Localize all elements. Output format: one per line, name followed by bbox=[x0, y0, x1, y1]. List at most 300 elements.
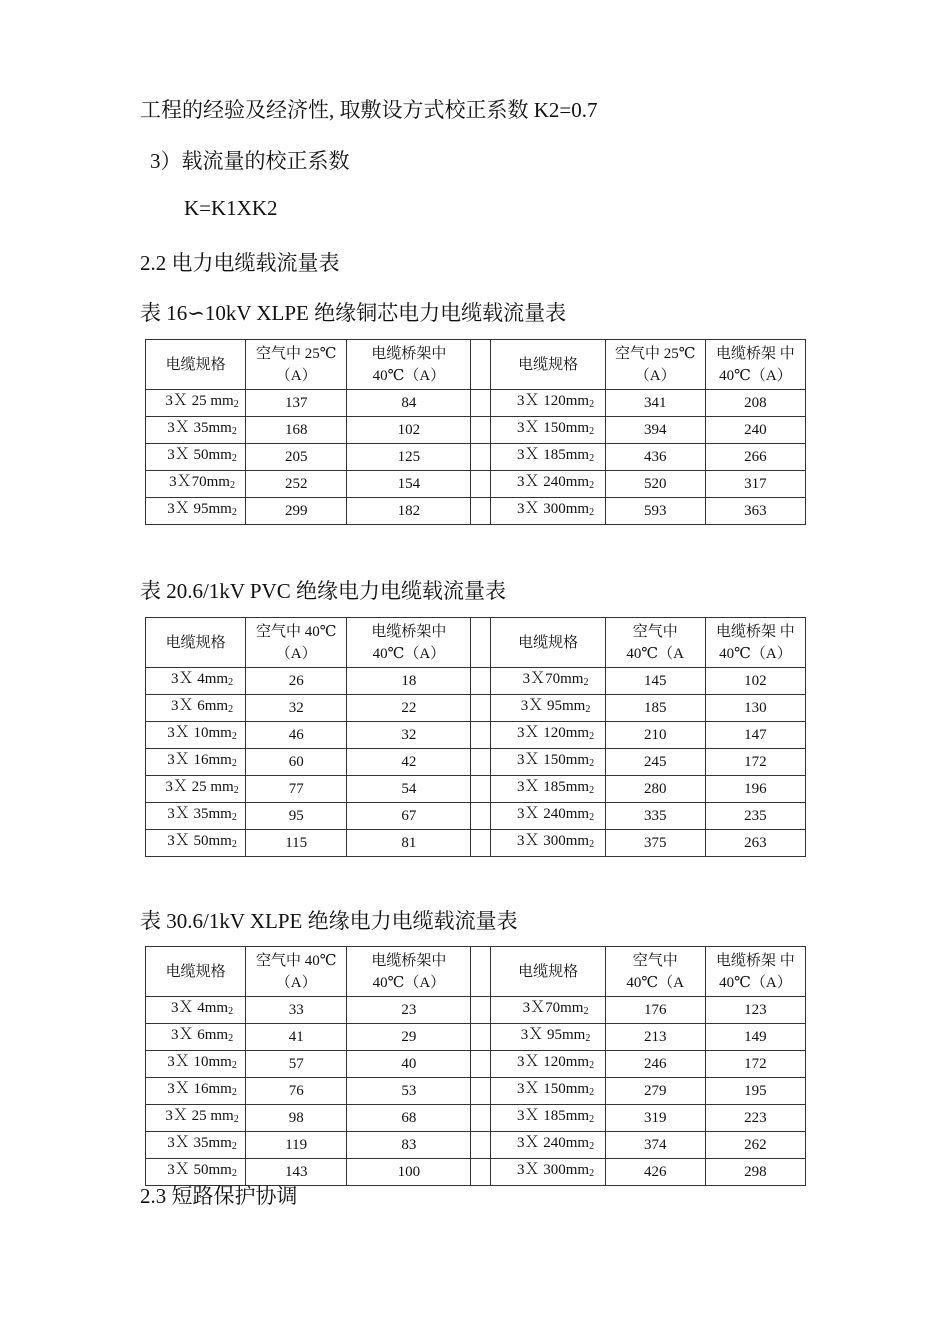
cell-air-ampacity-right-text: 246 bbox=[643, 1056, 667, 1072]
cell-air-ampacity-right bbox=[605, 1105, 705, 1132]
cable-ampacity-table-3 bbox=[145, 946, 806, 1186]
cell-air-ampacity-right bbox=[605, 417, 705, 444]
header-air-line-2: （A） bbox=[275, 645, 317, 662]
separator-cell bbox=[471, 803, 491, 830]
separator-cell bbox=[471, 1051, 491, 1078]
cell-air-ampacity-right-text: 520 bbox=[643, 476, 667, 492]
cell-spec-right bbox=[491, 1132, 605, 1159]
header-spec-right-text: 电缆规格 bbox=[518, 963, 579, 980]
cell-spec-right-text: 3Ｘ 185mm bbox=[517, 447, 590, 463]
header-air-line-1: 空气中 40℃ bbox=[255, 623, 337, 640]
cell-air-ampacity bbox=[246, 1078, 347, 1105]
cell-tray-ampacity bbox=[347, 803, 471, 830]
cell-tray-ampacity-right-text: 363 bbox=[744, 503, 767, 519]
cell-spec bbox=[146, 1105, 246, 1132]
cell-spec-right-text: 3Ｘ70mm bbox=[522, 1000, 584, 1016]
header-spec-text: 电缆规格 bbox=[165, 356, 226, 373]
cell-tray-ampacity-right-text: 235 bbox=[744, 808, 767, 824]
cell-tray-ampacity-text: 102 bbox=[397, 422, 421, 438]
cell-tray-ampacity bbox=[347, 830, 471, 857]
cell-spec-text: 3Ｘ 50mm bbox=[167, 833, 232, 849]
cell-air-ampacity-text: 41 bbox=[288, 1029, 304, 1045]
cell-spec-right-unit-superscript: 2 bbox=[583, 677, 589, 688]
cable-ampacity-table-2 bbox=[145, 617, 806, 857]
cell-air-ampacity-right-text: 280 bbox=[643, 781, 667, 797]
cell-air-ampacity-text: 26 bbox=[288, 673, 304, 689]
cell-spec-right-text: 3Ｘ 300mm bbox=[517, 1162, 590, 1178]
table-row bbox=[146, 417, 806, 444]
cell-spec-right-unit-superscript: 2 bbox=[589, 480, 595, 491]
separator-cell bbox=[471, 1105, 491, 1132]
cell-spec-unit-superscript: 2 bbox=[231, 453, 237, 464]
cell-spec-text: 3Ｘ 35mm bbox=[167, 806, 232, 822]
cell-air-ampacity-right bbox=[605, 668, 705, 695]
cell-spec-right-text: 3Ｘ 150mm bbox=[517, 420, 590, 436]
cell-tray-ampacity bbox=[347, 471, 471, 498]
header-tray-line-2: 40℃（A） bbox=[372, 367, 446, 384]
header-tray-right bbox=[705, 947, 805, 997]
table-row bbox=[146, 498, 806, 525]
cell-air-ampacity bbox=[246, 776, 347, 803]
cell-spec bbox=[146, 1024, 246, 1051]
cell-spec-right bbox=[491, 668, 605, 695]
cell-tray-ampacity-text: 42 bbox=[401, 754, 417, 770]
cell-air-ampacity-text: 46 bbox=[288, 727, 304, 743]
cell-spec-right-text: 3Ｘ 240mm bbox=[517, 1135, 590, 1151]
cell-spec bbox=[146, 749, 246, 776]
cell-tray-ampacity-text: 18 bbox=[401, 673, 417, 689]
cell-tray-ampacity-right-text: 195 bbox=[744, 1083, 767, 1099]
cell-air-ampacity-right-text: 593 bbox=[643, 503, 667, 519]
cell-spec-right bbox=[491, 444, 605, 471]
cell-spec-right bbox=[491, 803, 605, 830]
cell-air-ampacity bbox=[246, 668, 347, 695]
cell-spec-right-text: 3Ｘ 120mm bbox=[517, 725, 590, 741]
header-tray-line-2: 40℃（A） bbox=[372, 645, 446, 662]
separator-cell bbox=[471, 695, 491, 722]
cell-air-ampacity bbox=[246, 1105, 347, 1132]
header-tray-right-line-2: 40℃（A） bbox=[719, 367, 792, 384]
cell-tray-ampacity-text: 32 bbox=[401, 727, 417, 743]
header-air bbox=[246, 618, 347, 668]
header-air-line-2: （A） bbox=[275, 367, 317, 384]
cell-air-ampacity-right bbox=[605, 390, 705, 417]
table-row bbox=[146, 1105, 806, 1132]
header-air-right-line-1: 空气中 bbox=[632, 952, 678, 969]
cell-spec-right bbox=[491, 1024, 605, 1051]
cell-tray-ampacity bbox=[347, 390, 471, 417]
cell-air-ampacity bbox=[246, 471, 347, 498]
header-tray-right-line-2: 40℃（A） bbox=[719, 645, 792, 662]
separator-cell bbox=[471, 340, 491, 390]
cell-tray-ampacity-right bbox=[705, 498, 805, 525]
table-header-row bbox=[146, 340, 806, 390]
cell-spec-unit-superscript: 2 bbox=[231, 426, 237, 437]
header-spec bbox=[146, 618, 246, 668]
separator-cell bbox=[471, 722, 491, 749]
cell-air-ampacity-right bbox=[605, 830, 705, 857]
cell-spec-right-unit-superscript: 2 bbox=[589, 785, 595, 796]
cell-spec bbox=[146, 498, 246, 525]
body-text-line-1: 工程的经验及经济性, 取敷设方式校正系数 K2=0.7 bbox=[140, 98, 598, 122]
cell-air-ampacity-text: 168 bbox=[284, 422, 308, 438]
table-row bbox=[146, 830, 806, 857]
cell-tray-ampacity-right bbox=[705, 803, 805, 830]
cell-air-ampacity-right-text: 210 bbox=[643, 727, 667, 743]
table-row bbox=[146, 1078, 806, 1105]
cell-spec bbox=[146, 390, 246, 417]
cell-spec-right-text: 3Ｘ 120mm bbox=[517, 1054, 590, 1070]
cell-air-ampacity-text: 33 bbox=[288, 1002, 304, 1018]
table-row bbox=[146, 668, 806, 695]
cell-tray-ampacity bbox=[347, 1078, 471, 1105]
header-tray-right bbox=[705, 340, 805, 390]
cell-air-ampacity-right bbox=[605, 1159, 705, 1186]
cell-spec-text: 3Ｘ 50mm bbox=[167, 1162, 232, 1178]
cell-air-ampacity bbox=[246, 1024, 347, 1051]
header-spec bbox=[146, 947, 246, 997]
cell-tray-ampacity-right bbox=[705, 695, 805, 722]
cell-air-ampacity-right bbox=[605, 722, 705, 749]
formula-line: K=K1XK2 bbox=[184, 196, 278, 220]
cell-spec-right-unit-superscript: 2 bbox=[589, 839, 595, 850]
header-spec-right bbox=[491, 340, 605, 390]
cell-spec-right bbox=[491, 1105, 605, 1132]
cell-tray-ampacity-right-text: 172 bbox=[744, 1056, 767, 1072]
cell-air-ampacity bbox=[246, 722, 347, 749]
header-air-right-line-1: 空气中 25℃ bbox=[614, 345, 696, 362]
cell-spec-right bbox=[491, 471, 605, 498]
cell-tray-ampacity-right bbox=[705, 390, 805, 417]
cell-spec-unit-superscript: 2 bbox=[231, 1060, 237, 1071]
header-tray bbox=[347, 947, 471, 997]
cell-tray-ampacity-right bbox=[705, 722, 805, 749]
cell-tray-ampacity-right bbox=[705, 1132, 805, 1159]
cell-air-ampacity-right bbox=[605, 1051, 705, 1078]
header-tray-right-line-2: 40℃（A） bbox=[719, 974, 792, 991]
cell-spec-right-unit-superscript: 2 bbox=[589, 1168, 595, 1179]
cell-spec-right bbox=[491, 749, 605, 776]
cell-spec-text: 3Ｘ 4mm bbox=[171, 1000, 229, 1016]
cell-air-ampacity-right-text: 335 bbox=[643, 808, 667, 824]
cell-spec-right-unit-superscript: 2 bbox=[589, 812, 595, 823]
cell-spec-text: 3Ｘ 35mm bbox=[167, 420, 232, 436]
cell-spec-text: 3Ｘ 25 mm bbox=[165, 1108, 234, 1124]
table-3-title: 表 30.6/1kV XLPE 绝缘电力电缆载流量表 bbox=[140, 909, 518, 933]
cell-tray-ampacity-right-text: 262 bbox=[744, 1137, 767, 1153]
cell-spec-text: 3Ｘ 16mm bbox=[167, 752, 232, 768]
cell-tray-ampacity bbox=[347, 1132, 471, 1159]
cell-air-ampacity-text: 32 bbox=[288, 700, 304, 716]
header-tray-line-2: 40℃（A） bbox=[372, 974, 446, 991]
cell-spec bbox=[146, 1078, 246, 1105]
cell-air-ampacity-right-text: 394 bbox=[643, 422, 667, 438]
header-air-right bbox=[605, 618, 705, 668]
cell-spec-right-text: 3Ｘ 240mm bbox=[517, 474, 590, 490]
cell-tray-ampacity-text: 182 bbox=[397, 503, 421, 519]
cell-air-ampacity bbox=[246, 695, 347, 722]
cell-tray-ampacity-right bbox=[705, 471, 805, 498]
cell-spec bbox=[146, 830, 246, 857]
cell-tray-ampacity-right-text: 266 bbox=[744, 449, 767, 465]
cell-tray-ampacity-right-text: 123 bbox=[744, 1002, 767, 1018]
table-row bbox=[146, 997, 806, 1024]
cell-air-ampacity-text: 95 bbox=[288, 808, 304, 824]
cell-spec-right-unit-superscript: 2 bbox=[585, 1033, 591, 1044]
cell-spec-text: 3Ｘ 6mm bbox=[171, 698, 229, 714]
cell-tray-ampacity bbox=[347, 776, 471, 803]
cell-spec bbox=[146, 417, 246, 444]
separator-cell bbox=[471, 668, 491, 695]
separator-cell bbox=[471, 471, 491, 498]
cell-spec-right-unit-superscript: 2 bbox=[589, 453, 595, 464]
cell-spec-right-text: 3Ｘ 185mm bbox=[517, 1108, 590, 1124]
cell-air-ampacity-right-text: 245 bbox=[643, 754, 667, 770]
cell-spec-right-text: 3Ｘ 95mm bbox=[520, 1027, 586, 1043]
header-air-line-1: 空气中 40℃ bbox=[255, 952, 337, 969]
header-tray-right-line-1: 电缆桥架 中 bbox=[716, 623, 795, 640]
cell-air-ampacity-right-text: 185 bbox=[643, 700, 667, 716]
header-air-right-line-2: 40℃（A bbox=[626, 974, 685, 991]
header-spec-text: 电缆规格 bbox=[165, 963, 226, 980]
separator-cell bbox=[471, 830, 491, 857]
cell-air-ampacity-right bbox=[605, 498, 705, 525]
cell-spec-right-unit-superscript: 2 bbox=[589, 1087, 595, 1098]
cell-spec-text: 3Ｘ 10mm bbox=[167, 725, 232, 741]
table-row bbox=[146, 1132, 806, 1159]
cell-spec-text: 3Ｘ70mm bbox=[169, 474, 230, 490]
header-spec-right bbox=[491, 947, 605, 997]
table-1-title: 表 16∽10kV XLPE 绝缘铜芯电力电缆载流量表 bbox=[140, 301, 567, 325]
separator-cell bbox=[471, 1132, 491, 1159]
cell-spec-unit-superscript: 2 bbox=[231, 507, 237, 518]
cell-air-ampacity-right bbox=[605, 803, 705, 830]
cell-tray-ampacity bbox=[347, 749, 471, 776]
cell-air-ampacity-text: 98 bbox=[288, 1110, 304, 1126]
cell-air-ampacity-right bbox=[605, 1132, 705, 1159]
cell-spec-right-unit-superscript: 2 bbox=[585, 704, 591, 715]
cell-tray-ampacity-right-text: 147 bbox=[744, 727, 767, 743]
cell-spec-right bbox=[491, 1159, 605, 1186]
cell-air-ampacity bbox=[246, 997, 347, 1024]
cell-spec-unit-superscript: 2 bbox=[233, 785, 239, 796]
header-air-right-line-2: 40℃（A bbox=[626, 645, 685, 662]
cell-spec-right-text: 3Ｘ 300mm bbox=[517, 501, 590, 517]
cell-tray-ampacity-text: 67 bbox=[401, 808, 417, 824]
cell-tray-ampacity-text: 154 bbox=[397, 476, 421, 492]
cell-spec-right bbox=[491, 776, 605, 803]
cell-tray-ampacity-right bbox=[705, 997, 805, 1024]
table-row bbox=[146, 722, 806, 749]
cell-spec-unit-superscript: 2 bbox=[231, 839, 237, 850]
cell-tray-ampacity-right bbox=[705, 1105, 805, 1132]
cell-tray-ampacity bbox=[347, 722, 471, 749]
cell-tray-ampacity-right-text: 298 bbox=[744, 1164, 767, 1180]
header-spec-text: 电缆规格 bbox=[165, 634, 226, 651]
cell-spec-right-unit-superscript: 2 bbox=[589, 1060, 595, 1071]
cell-tray-ampacity-right bbox=[705, 444, 805, 471]
cell-tray-ampacity-right bbox=[705, 417, 805, 444]
cable-ampacity-table-1 bbox=[145, 339, 806, 525]
cell-air-ampacity bbox=[246, 830, 347, 857]
separator-cell bbox=[471, 498, 491, 525]
cell-tray-ampacity-right-text: 240 bbox=[744, 422, 767, 438]
cell-spec-right bbox=[491, 722, 605, 749]
cell-air-ampacity-text: 119 bbox=[285, 1137, 308, 1153]
cell-tray-ampacity-right bbox=[705, 830, 805, 857]
cell-tray-ampacity bbox=[347, 1024, 471, 1051]
cell-spec bbox=[146, 803, 246, 830]
header-spec-right-text: 电缆规格 bbox=[518, 634, 579, 651]
cell-tray-ampacity bbox=[347, 1159, 471, 1186]
cell-spec-unit-superscript: 2 bbox=[231, 1087, 237, 1098]
table-row bbox=[146, 1024, 806, 1051]
cell-air-ampacity-text: 143 bbox=[284, 1164, 308, 1180]
cell-tray-ampacity-text: 40 bbox=[401, 1056, 417, 1072]
cell-spec-right bbox=[491, 695, 605, 722]
cell-spec-right-text: 3Ｘ 150mm bbox=[517, 1081, 590, 1097]
cell-spec-text: 3Ｘ 95mm bbox=[167, 501, 232, 517]
cell-spec-right-text: 3Ｘ 150mm bbox=[517, 752, 590, 768]
cell-tray-ampacity-text: 81 bbox=[401, 835, 417, 851]
cell-air-ampacity-right-text: 426 bbox=[643, 1164, 667, 1180]
cell-spec-unit-superscript: 2 bbox=[231, 812, 237, 823]
cell-air-ampacity-right-text: 375 bbox=[643, 835, 667, 851]
header-spec-right bbox=[491, 618, 605, 668]
cell-air-ampacity-text: 77 bbox=[288, 781, 304, 797]
table-row bbox=[146, 695, 806, 722]
header-tray bbox=[347, 618, 471, 668]
cell-air-ampacity-text: 137 bbox=[284, 395, 308, 411]
cell-air-ampacity-right bbox=[605, 695, 705, 722]
header-air bbox=[246, 340, 347, 390]
separator-cell bbox=[471, 618, 491, 668]
cell-spec-text: 3Ｘ 50mm bbox=[167, 447, 232, 463]
cell-tray-ampacity bbox=[347, 668, 471, 695]
cell-spec-right-unit-superscript: 2 bbox=[589, 426, 595, 437]
cell-tray-ampacity-right bbox=[705, 1159, 805, 1186]
header-air-right-line-2: （A） bbox=[634, 367, 676, 384]
table-row bbox=[146, 803, 806, 830]
cell-air-ampacity-right bbox=[605, 1078, 705, 1105]
cell-air-ampacity-right-text: 213 bbox=[643, 1029, 667, 1045]
table-row bbox=[146, 471, 806, 498]
separator-cell bbox=[471, 997, 491, 1024]
cell-air-ampacity-right-text: 436 bbox=[643, 449, 667, 465]
cell-air-ampacity bbox=[246, 390, 347, 417]
cell-tray-ampacity-text: 83 bbox=[401, 1137, 417, 1153]
header-air bbox=[246, 947, 347, 997]
table-row bbox=[146, 1051, 806, 1078]
cell-air-ampacity-text: 76 bbox=[288, 1083, 304, 1099]
cell-spec-right-unit-superscript: 2 bbox=[589, 399, 595, 410]
cell-spec-right bbox=[491, 417, 605, 444]
separator-cell bbox=[471, 390, 491, 417]
cell-spec-unit-superscript: 2 bbox=[233, 399, 239, 410]
header-tray bbox=[347, 340, 471, 390]
cell-spec bbox=[146, 997, 246, 1024]
cell-air-ampacity bbox=[246, 1051, 347, 1078]
table-row bbox=[146, 776, 806, 803]
cell-air-ampacity-right-text: 319 bbox=[643, 1110, 667, 1126]
cell-tray-ampacity bbox=[347, 1105, 471, 1132]
header-tray-line-1: 电缆桥架中 bbox=[371, 952, 447, 969]
separator-cell bbox=[471, 776, 491, 803]
body-text-line-2: 3）载流量的校正系数 bbox=[150, 149, 350, 173]
cell-spec-unit-superscript: 2 bbox=[231, 758, 237, 769]
cell-spec-right-text: 3Ｘ 120mm bbox=[517, 393, 590, 409]
cell-air-ampacity-text: 57 bbox=[288, 1056, 304, 1072]
cell-spec-right-unit-superscript: 2 bbox=[589, 758, 595, 769]
cell-spec bbox=[146, 1051, 246, 1078]
cell-air-ampacity-text: 299 bbox=[284, 503, 308, 519]
cell-tray-ampacity-right-text: 208 bbox=[744, 395, 767, 411]
cell-spec bbox=[146, 444, 246, 471]
cell-spec-right-text: 3Ｘ 95mm bbox=[520, 698, 586, 714]
cell-air-ampacity-right-text: 341 bbox=[643, 395, 667, 411]
cell-spec-right-unit-superscript: 2 bbox=[589, 1141, 595, 1152]
cell-spec-right-unit-superscript: 2 bbox=[589, 731, 595, 742]
cell-spec bbox=[146, 695, 246, 722]
cell-spec-right-text: 3Ｘ 185mm bbox=[517, 779, 590, 795]
cell-tray-ampacity-right-text: 263 bbox=[744, 835, 767, 851]
cell-spec-unit-superscript: 2 bbox=[231, 731, 237, 742]
header-air-right-line-1: 空气中 bbox=[632, 623, 678, 640]
cell-spec-unit-superscript: 2 bbox=[228, 677, 234, 688]
cell-spec-text: 3Ｘ 4mm bbox=[171, 671, 229, 687]
header-spec-right-text: 电缆规格 bbox=[518, 356, 579, 373]
header-air-line-2: （A） bbox=[275, 974, 317, 991]
cell-tray-ampacity bbox=[347, 417, 471, 444]
cell-tray-ampacity-right-text: 102 bbox=[744, 673, 767, 689]
cell-spec-unit-superscript: 2 bbox=[231, 1168, 237, 1179]
cell-tray-ampacity-text: 68 bbox=[401, 1110, 417, 1126]
cell-air-ampacity-right bbox=[605, 776, 705, 803]
cell-spec-text: 3Ｘ 25 mm bbox=[165, 779, 234, 795]
cell-air-ampacity-text: 115 bbox=[285, 835, 308, 851]
cell-tray-ampacity bbox=[347, 498, 471, 525]
cell-tray-ampacity-text: 125 bbox=[397, 449, 421, 465]
cell-spec bbox=[146, 1132, 246, 1159]
cell-tray-ampacity-right bbox=[705, 1024, 805, 1051]
separator-cell bbox=[471, 1078, 491, 1105]
cell-air-ampacity bbox=[246, 749, 347, 776]
separator-cell bbox=[471, 749, 491, 776]
cell-spec-unit-superscript: 2 bbox=[228, 1033, 234, 1044]
header-tray-line-1: 电缆桥架中 bbox=[371, 623, 447, 640]
cell-tray-ampacity bbox=[347, 997, 471, 1024]
cell-tray-ampacity bbox=[347, 1051, 471, 1078]
cell-tray-ampacity-right-text: 223 bbox=[744, 1110, 767, 1126]
cell-spec-unit-superscript: 2 bbox=[228, 704, 234, 715]
cell-tray-ampacity-right bbox=[705, 1078, 805, 1105]
cell-tray-ampacity-right-text: 317 bbox=[744, 476, 767, 492]
cell-tray-ampacity-right-text: 196 bbox=[744, 781, 767, 797]
separator-cell bbox=[471, 444, 491, 471]
cell-spec-text: 3Ｘ 25 mm bbox=[165, 393, 234, 409]
cell-air-ampacity bbox=[246, 498, 347, 525]
cell-spec-right bbox=[491, 390, 605, 417]
cell-tray-ampacity-right bbox=[705, 1051, 805, 1078]
cell-air-ampacity-right-text: 145 bbox=[643, 673, 667, 689]
cell-spec bbox=[146, 471, 246, 498]
separator-cell bbox=[471, 947, 491, 997]
cell-spec bbox=[146, 722, 246, 749]
separator-cell bbox=[471, 1024, 491, 1051]
cell-air-ampacity-right-text: 374 bbox=[643, 1137, 667, 1153]
cell-tray-ampacity-right-text: 172 bbox=[744, 754, 767, 770]
cell-spec-right-unit-superscript: 2 bbox=[589, 1114, 595, 1125]
